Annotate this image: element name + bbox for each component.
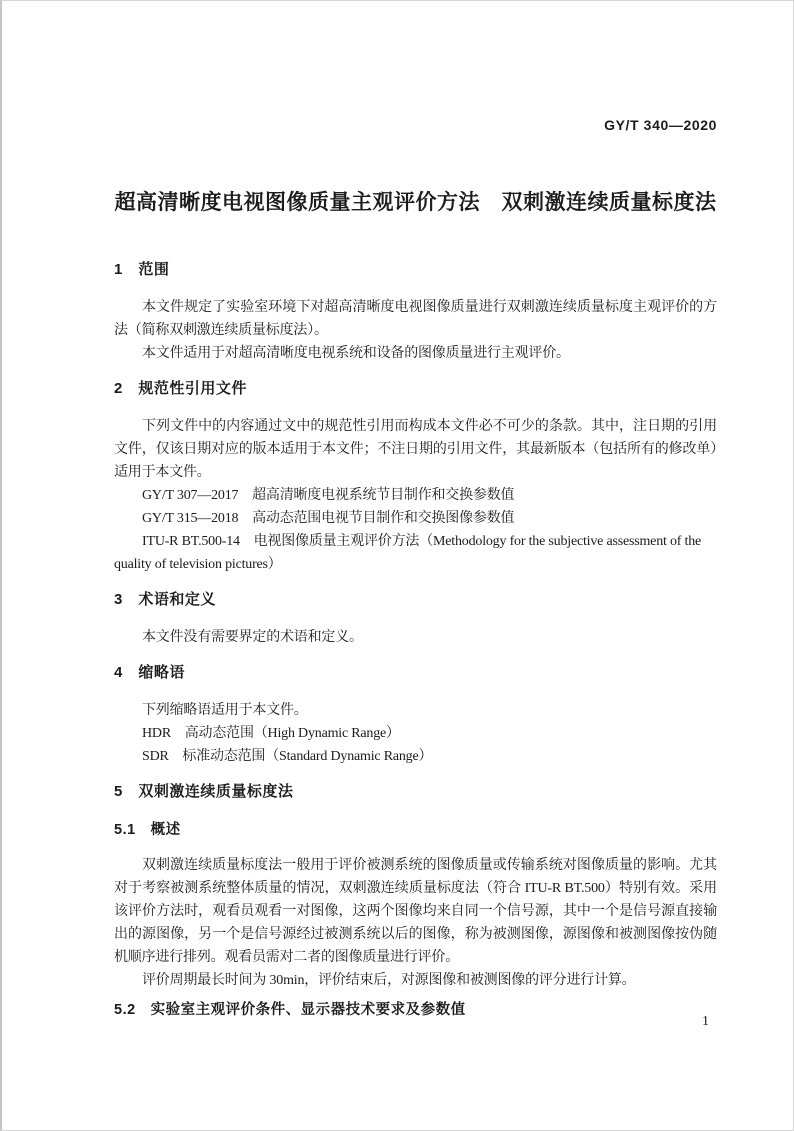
section-5-1-heading: 5.1 概述 (114, 822, 181, 838)
section-5-1-paragraph-2: 评价周期最长时间为 30min，评价结束后，对源图像和被测图像的评分进行计算。 (142, 973, 636, 988)
section-2-intro: 下列文件中的内容通过文中的规范性引用而构成本文件必不可少的条款。其中，注日期的引用文件，仅该日期对应的版本适用于本文件；不注日期的引用文件，其最新版本（包括所有的修改单）适用于本文件。 (114, 419, 717, 480)
section-1-paragraph-1: 本文件规定了实验室环境下对超高清晰度电视图像质量进行双刺激连续质量标度主观评价的方法（简称双刺激连续质量标度法）。 (114, 300, 717, 338)
section-2-heading: 2 规范性引用文件 (114, 380, 247, 397)
abbreviation-item: SDR 标准动态范围（Standard Dynamic Range） (142, 749, 433, 764)
page-number: 1 (702, 1014, 709, 1029)
page-content (2, 1, 793, 1020)
section-1-paragraph-2: 本文件适用于对超高清晰度电视系统和设备的图像质量进行主观评价。 (142, 346, 570, 361)
doc-number: GY/T 340—2020 (604, 117, 717, 133)
section-5-2-heading: 5.2 实验室主观评价条件、显示器技术要求及参数值 (114, 1002, 466, 1018)
section-4-heading: 4 缩略语 (114, 664, 185, 681)
section-4-intro: 下列缩略语适用于本文件。 (142, 703, 308, 718)
reference-item: ITU-R BT.500-14 电视图像质量主观评价方法（Methodology for the subjective assessment of the quality of television pictures） (114, 534, 702, 572)
page-title: 超高清晰度电视图像质量主观评价方法 双刺激连续质量标度法 (114, 191, 717, 214)
section-3-paragraph-1: 本文件没有需要界定的术语和定义。 (142, 630, 363, 645)
reference-item: GY/T 315—2018 高动态范围电视节目制作和交换图像参数值 (142, 511, 515, 526)
section-1-heading: 1 范围 (114, 261, 170, 278)
section-3-heading: 3 术语和定义 (114, 591, 216, 608)
abbreviation-item: HDR 高动态范围（High Dynamic Range） (142, 726, 400, 741)
section-5-1-paragraph-1: 双刺激连续质量标度法一般用于评价被测系统的图像质量或传输系统对图像质量的影响。尤其对于考察被测系统整体质量的情况，双刺激连续质量标度法（符合 ITU-R BT.500）特别有效。采用该评价方法时，观看员观看一对图像，这两个图像均来自同一个信号源，其中一个是信号源直接输出的源图像，另一个是信号源经过被测系统以后的图像，称为被测图像，源图像和被测图像按伪随机顺序进行排列。观看员需对二者的图像质量进行评价。 (114, 858, 717, 965)
section-5-heading: 5 双刺激连续质量标度法 (114, 783, 294, 800)
reference-item: GY/T 307—2017 超高清晰度电视系统节目制作和交换参数值 (142, 488, 515, 503)
